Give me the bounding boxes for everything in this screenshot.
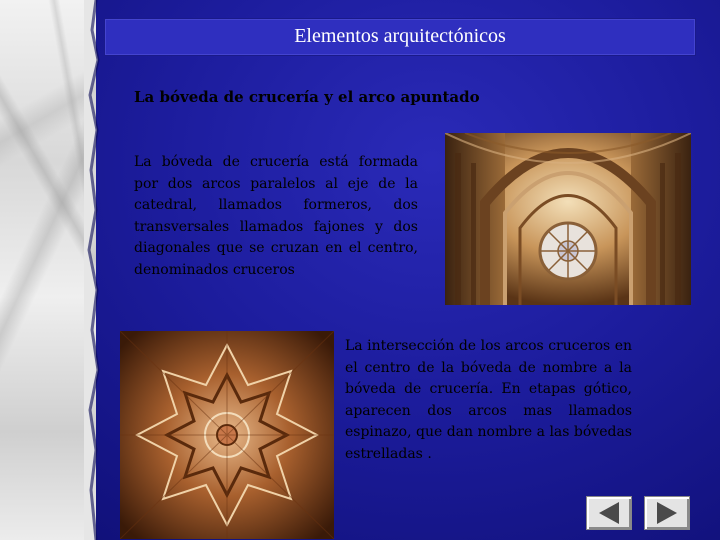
title-bar xyxy=(104,18,696,56)
cathedral-interior-photo xyxy=(445,133,691,305)
triangle-right-icon xyxy=(645,497,689,529)
slide-subtitle: La bóveda de crucería y el arco apuntado xyxy=(134,88,480,106)
slide-title: Elementos arquitectónicos xyxy=(294,25,506,47)
torn-edge-decoration xyxy=(84,0,106,540)
paragraph-boveda-cruceria: La bóveda de crucería está formada por dos arcos paralelos al eje de la catedral, llamados formeros, dos transversales llamados fajones y dos diagonales que se cruzan en el centro, denominados cruceros xyxy=(134,154,418,278)
star-vault-photo xyxy=(120,331,334,539)
previous-slide-button[interactable] xyxy=(586,496,632,530)
next-slide-button[interactable] xyxy=(644,496,690,530)
paragraph-interseccion-cruceros: La intersección de los arcos cruceros en el centro de la bóveda de nombre a la bóveda de crucería. En etapas gótico, aparecen dos arcos mas llamados espinazo, que dan nombre a las bóvedas estrelladas . xyxy=(345,338,632,462)
marble-sidebar-decoration xyxy=(0,0,96,540)
triangle-left-icon xyxy=(587,497,631,529)
